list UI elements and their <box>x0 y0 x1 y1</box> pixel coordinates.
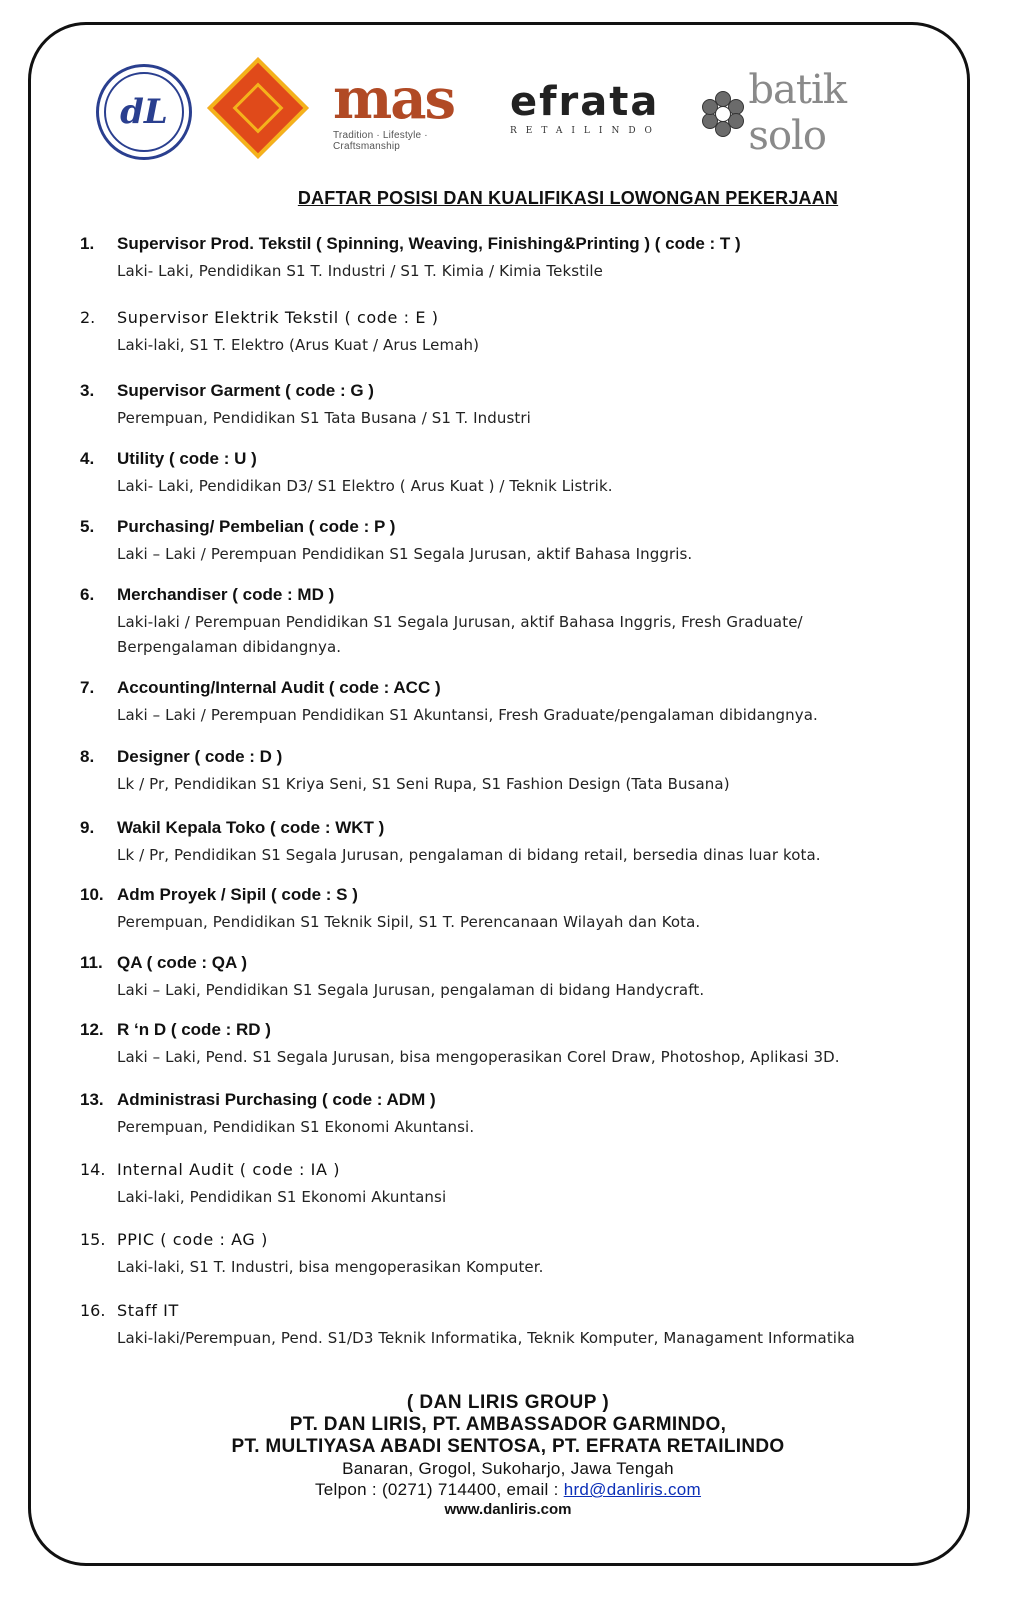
position-title: Wakil Kepala Toko ( code : WKT ) <box>117 818 385 837</box>
flower-icon <box>700 91 740 135</box>
mas-logo <box>333 68 483 158</box>
position-qualification: Laki – Laki, Pend. S1 Segala Jurusan, bisa mengoperasikan Corel Draw, Photoshop, Aplikasi 3D. <box>117 1048 840 1066</box>
phone-text: Telpon : (0271) 714400, email : <box>314 1480 564 1499</box>
position-title: QA ( code : QA ) <box>117 953 248 972</box>
position-title: R ‘n D ( code : RD ) <box>117 1020 271 1039</box>
company-names-line-2: PT. MULTIYASA ABADI SENTOSA, PT. EFRATA RETAILINDO <box>231 1436 785 1457</box>
position-qualification: Laki- Laki, Pendidikan D3/ S1 Elektro ( Arus Kuat ) / Teknik Listrik. <box>117 477 613 495</box>
contact-line <box>0 1479 1016 1500</box>
item-number: 11. <box>80 953 103 972</box>
efrata-logo <box>510 80 685 150</box>
position-qualification: Perempuan, Pendidikan S1 Tata Busana / S1 T. Industri <box>117 409 531 427</box>
item-number: 7. <box>80 678 95 697</box>
position-title: Administrasi Purchasing ( code : ADM ) <box>117 1090 436 1109</box>
item-number: 4. <box>80 449 95 468</box>
position-title: Utility ( code : U ) <box>117 449 257 468</box>
group-name: ( DAN LIRIS GROUP ) <box>406 1392 610 1413</box>
website-link[interactable]: www.danliris.com <box>444 1501 572 1518</box>
position-qualification: Laki- Laki, Pendidikan S1 T. Industri / S1 T. Kimia / Kimia Tekstile <box>117 262 604 280</box>
position-title: Supervisor Elektrik Tekstil ( code : E ) <box>117 308 439 327</box>
ambassador-diamond-logo <box>207 57 309 159</box>
position-title: Internal Audit ( code : IA ) <box>117 1160 341 1179</box>
item-number: 16. <box>80 1301 106 1320</box>
batik-solo-logo-word: batik solo <box>748 67 846 159</box>
position-title: Supervisor Garment ( code : G ) <box>117 381 374 400</box>
position-qualification: Laki-laki, Pendidikan S1 Ekonomi Akuntansi <box>117 1188 447 1206</box>
company-names-line-1: PT. DAN LIRIS, PT. AMBASSADOR GARMINDO, <box>289 1414 727 1435</box>
item-number: 2. <box>80 308 96 327</box>
item-number: 13. <box>80 1090 104 1109</box>
efrata-logo-sub: RETAILINDO <box>510 126 661 136</box>
efrata-logo-word: efrata <box>510 79 660 125</box>
mas-logo-word: mas <box>333 66 455 132</box>
item-number: 12. <box>80 1020 104 1039</box>
position-title: PPIC ( code : AG ) <box>117 1230 268 1249</box>
position-qualification: Perempuan, Pendidikan S1 Teknik Sipil, S1 T. Perencanaan Wilayah dan Kota. <box>117 913 701 931</box>
item-number: 9. <box>80 818 95 837</box>
position-qualification: Laki-laki/Perempuan, Pend. S1/D3 Teknik Informatika, Teknik Komputer, Managament Informatika <box>117 1329 855 1347</box>
company-footer <box>0 1392 1016 1520</box>
position-qualification: Perempuan, Pendidikan S1 Ekonomi Akuntansi. <box>117 1118 475 1136</box>
page-title: DAFTAR POSISI DAN KUALIFIKASI LOWONGAN PEKERJAAN <box>297 188 839 208</box>
position-title: Accounting/Internal Audit ( code : ACC ) <box>117 678 441 697</box>
dan-liris-monogram: dL <box>104 72 184 152</box>
email-link[interactable]: hrd@danliris.com <box>563 1480 702 1499</box>
position-title: Adm Proyek / Sipil ( code : S ) <box>117 885 358 904</box>
position-title: Designer ( code : D ) <box>117 747 283 766</box>
dan-liris-logo <box>96 64 192 160</box>
position-title: Supervisor Prod. Tekstil ( Spinning, Weaving, Finishing&Printing ) ( code : T ) <box>117 234 741 253</box>
logo-bar <box>0 60 1016 170</box>
item-number: 3. <box>80 381 95 400</box>
item-number: 5. <box>80 517 95 536</box>
item-number: 1. <box>80 234 95 253</box>
position-qualification: Laki – Laki / Perempuan Pendidikan S1 Akuntansi, Fresh Graduate/pengalaman dibidangnya. <box>117 706 818 724</box>
position-qualification: Laki-laki / Perempuan Pendidikan S1 Segala Jurusan, aktif Bahasa Inggris, Fresh Graduate/ Berpengalaman dibidangnya. <box>117 613 803 656</box>
position-title: Purchasing/ Pembelian ( code : P ) <box>117 517 396 536</box>
position-qualification: Laki-laki, S1 T. Elektro (Arus Kuat / Arus Lemah) <box>117 336 480 354</box>
position-qualification: Lk / Pr, Pendidikan S1 Segala Jurusan, pengalaman di bidang retail, bersedia dinas luar kota. <box>117 846 821 864</box>
item-number: 15. <box>80 1230 106 1249</box>
item-number: 8. <box>80 747 95 766</box>
position-title: Staff IT <box>117 1301 179 1320</box>
batik-solo-logo <box>700 67 920 159</box>
company-address: Banaran, Grogol, Sukoharjo, Jawa Tengah <box>342 1459 674 1478</box>
item-number: 10. <box>80 885 104 904</box>
position-title: Merchandiser ( code : MD ) <box>117 585 335 604</box>
position-qualification: Laki – Laki / Perempuan Pendidikan S1 Segala Jurusan, aktif Bahasa Inggris. <box>117 545 693 563</box>
item-number: 6. <box>80 585 95 604</box>
item-number: 14. <box>80 1160 106 1179</box>
mas-logo-tagline: Tradition · Lifestyle · Craftsmanship <box>333 130 428 152</box>
position-qualification: Laki-laki, S1 T. Industri, bisa mengoperasikan Komputer. <box>117 1258 544 1276</box>
position-qualification: Lk / Pr, Pendidikan S1 Kriya Seni, S1 Seni Rupa, S1 Fashion Design (Tata Busana) <box>117 775 730 793</box>
position-qualification: Laki – Laki, Pendidikan S1 Segala Jurusan, pengalaman di bidang Handycraft. <box>117 981 705 999</box>
